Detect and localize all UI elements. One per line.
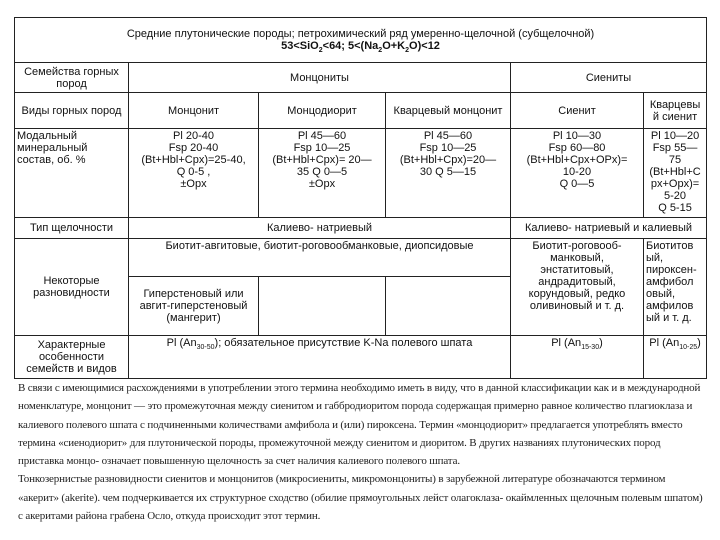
title-line1: Средние плутонические породы; петрохимический ряд умеренно-щелочной (субщелочной) (126, 28, 595, 40)
empty-cell (386, 277, 511, 336)
modal-cell: Pl 20-40 Fsp 20-40 (Bt+Hbl+Cpx)=25-40, Q 0-5 , ±Opx (129, 129, 259, 218)
varieties-monzonite: Гиперстеновый или авгит-гиперстеновый (мангерит) (129, 277, 259, 336)
modal-cell: Pl 45—60 Fsp 10—25 (Bt+Hbl+Cpx)=20— 30 Q 5—15 (386, 129, 511, 218)
type-cell: Монцодиорит (259, 93, 386, 129)
alkalinity-syenites: Калиево- натриевый и калиевый (511, 218, 707, 239)
row-families (15, 63, 707, 93)
row-varieties (15, 239, 707, 277)
paragraph: В связи с имеющимися расхождениями в употреблении этого термина необходимо иметь в виду, что в данной классификации как и в международной номенклатуре, монцонит — это промежуточная между сиенитом и габбродиоритом порода содержащая примерно равное количество плагиоклаза и калиевого полевого шпата с подчиненными количествами амфибола и (или) пироксена. Термин «монцодиорит» предлагается употреблять вместо термина «сиенодиорит» для плутонической породы, промежуточной между сиенитом и диоритом. В других названиях плутонических пород приставка монцо- означает повышенную щелочность за счет наличия калиевого полевого шпата. (18, 382, 701, 468)
notes-text (18, 379, 708, 525)
features-quartz-syenite: Pl $(An_{10-25})$ (644, 336, 707, 379)
classification-table (14, 17, 707, 379)
family-syenites: Сиениты (511, 63, 707, 93)
varieties-quartz-syenite: Биотитов ый, пироксен-амфибол овый, амфилов ый и т. д. (644, 239, 707, 336)
modal-cell: Pl 45—60 Fsp 10—25 (Bt+Hbl+Cpx)= 20— 35 Q 0—5 ±Opx (259, 129, 386, 218)
family-monzonites: Монцониты (129, 63, 511, 93)
type-cell: Кварцевый монцонит (386, 93, 511, 129)
modal-cell: Pl 10—20 Fsp 55— 75 (Bt+Hbl+C px+Opx)= 5-20 Q 5-15 (644, 129, 707, 218)
empty-cell (259, 277, 386, 336)
alkalinity-monzonites: Калиево- натриевый (129, 218, 511, 239)
row-label: Тип щелочности (15, 218, 129, 239)
features-syenite: Pl $(An_{15-30})$ (511, 336, 644, 379)
row-types (15, 93, 707, 129)
varieties-syenite: Биотит-роговооб-манковый, энстатитовый, андрадитовый, корундовый, редко оливиновый и т. д. (511, 239, 644, 336)
varieties-monzonites: Биотит-авгитовые, биотит-роговообманковые, диопсидовые (129, 239, 511, 277)
title-line2: 53<SiO$_2$<64; $5<(Na_2O+K_2O)<12$ (281, 40, 440, 55)
row-label: Некоторые разновидности (15, 239, 129, 336)
paragraph: Тонкозернистые разновидности сиенитов и монцонитов (микросиениты, микромонцониты) в зарубежной литературе обозначаются термином «акерит» (akerite). чем подчеркивается их структурное сходство (обилие прямоугольных лейст олагоклаза- окаймленных щелочным полевым шпатом) с акеритами района грабена Осло, откуда происходит этот термин. (18, 473, 703, 523)
row-modal (15, 129, 707, 218)
row-label: Характерные особенности семейств и видов (15, 336, 129, 379)
modal-cell: Pl 10—30 Fsp 60—80 (Bt+Hbl+Cpx+OPx)= 10-20 Q 0—5 (511, 129, 644, 218)
row-features (15, 336, 707, 379)
type-cell: Кварцевы й сиенит (644, 93, 707, 129)
row-label: Модальный минеральный состав, об. % (15, 129, 129, 218)
row-label: Виды горных пород (15, 93, 129, 129)
table-title (15, 18, 707, 63)
row-label: Семейства горных пород (15, 63, 129, 93)
row-alkalinity (15, 218, 707, 239)
features-monzonites: Pl $(An_{30-50})$; обязательное присутствие K-Na полевого шпата (129, 336, 511, 379)
type-cell: Монцонит (129, 93, 259, 129)
type-cell: Сиенит (511, 93, 644, 129)
